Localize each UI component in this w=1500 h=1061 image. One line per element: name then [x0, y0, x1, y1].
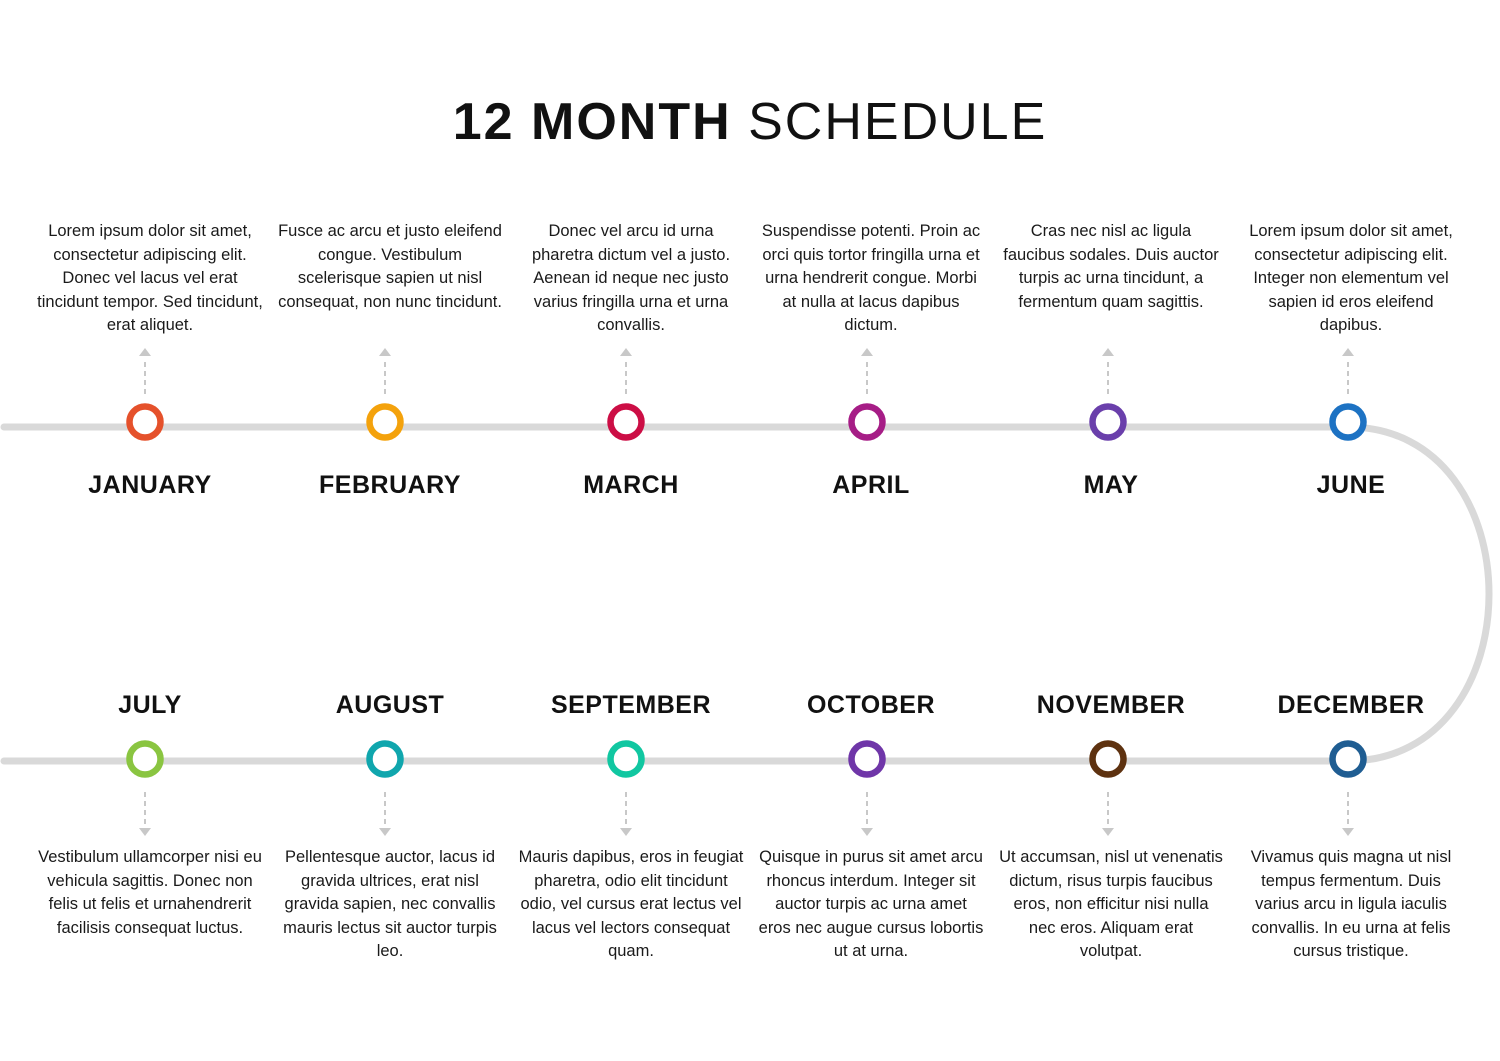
connector-july: [139, 792, 151, 836]
month-label-april: APRIL: [832, 471, 910, 499]
arrow-icon: [861, 348, 873, 356]
month-label-march: MARCH: [583, 471, 679, 499]
description-may: Cras nec nisl ac ligula faucibus sodales. Duis auctor turpis ac urna tincidunt, a fermentum quam sagittis.: [1003, 222, 1219, 311]
arrow-icon: [1342, 828, 1354, 836]
marker-september: [611, 744, 642, 775]
connector-march: [620, 348, 632, 394]
description-july: Vestibulum ullamcorper nisi eu vehicula sagittis. Donec non felis ut felis et urnahendrerit facilisis consequat luctus.: [38, 848, 262, 937]
month-label-january: JANUARY: [88, 471, 212, 499]
connector-september: [620, 792, 632, 836]
month-label-february: FEBRUARY: [319, 471, 461, 499]
arrow-icon: [1102, 348, 1114, 356]
month-label-june: JUNE: [1316, 471, 1386, 499]
connector-february: [379, 348, 391, 394]
description-december: Vivamus quis magna ut nisl tempus fermentum. Duis varius arcu in ligula iaculis convallis. In eu urna at felis cursus tristique.: [1250, 848, 1452, 961]
month-label-may: MAY: [1083, 471, 1139, 499]
page-title: [0, 92, 1500, 152]
arrow-icon: [1102, 828, 1114, 836]
month-label-october: OCTOBER: [806, 691, 936, 719]
description-june: Lorem ipsum dolor sit amet, consectetur adipiscing elit. Integer non elementum vel sapien id eros eleifend dapibus.: [1249, 222, 1453, 335]
description-november: Ut accumsan, nisl ut venenatis dictum, risus turpis faucibus eros, non efficitur nisi nulla nec eros. Aliquam erat volutpat.: [999, 848, 1223, 961]
marker-march: [611, 407, 642, 438]
connector-april: [861, 348, 873, 394]
arrow-icon: [620, 828, 632, 836]
connector-november: [1102, 792, 1114, 836]
arrow-icon: [1342, 348, 1354, 356]
month-label-august: AUGUST: [335, 691, 445, 719]
month-label-september: SEPTEMBER: [550, 691, 712, 719]
marker-april: [852, 407, 883, 438]
marker-june: [1333, 407, 1364, 438]
connector-october: [861, 792, 873, 836]
marker-february: [370, 407, 401, 438]
arrow-icon: [139, 348, 151, 356]
marker-august: [370, 744, 401, 775]
connector-december: [1342, 792, 1354, 836]
month-label-december: DECEMBER: [1277, 691, 1425, 719]
arrow-icon: [620, 348, 632, 356]
description-august: Pellentesque auctor, lacus id gravida ultrices, erat nisl gravida sapien, nec convallis mauris lectus sit auctor turpis leo.: [283, 848, 497, 961]
marker-december: [1333, 744, 1364, 775]
connector-june: [1342, 348, 1354, 394]
arrow-icon: [861, 828, 873, 836]
marker-july: [130, 744, 161, 775]
marker-may: [1093, 407, 1124, 438]
marker-january: [130, 407, 161, 438]
marker-october: [852, 744, 883, 775]
arrow-icon: [379, 828, 391, 836]
description-april: Suspendisse potenti. Proin ac orci quis tortor fringilla urna et urna hendrerit congue. Morbi at nulla at lacus dapibus dictum.: [761, 222, 981, 335]
marker-november: [1093, 744, 1124, 775]
connector-august: [379, 792, 391, 836]
month-label-july: JULY: [118, 691, 182, 719]
title-bold: 12 MONTH: [452, 93, 732, 151]
connector-may: [1102, 348, 1114, 394]
description-january: Lorem ipsum dolor sit amet, consectetur adipiscing elit. Donec vel lacus vel erat tincidunt tempor. Sed tincidunt, erat aliquet.: [37, 222, 263, 335]
arrow-icon: [379, 348, 391, 356]
description-october: Quisque in purus sit amet arcu rhoncus interdum. Integer sit auctor turpis ac urna amet eros nec augue cursus lobortis ut at urna.: [758, 848, 984, 961]
description-september: Mauris dapibus, eros in feugiat pharetra, odio elit tincidunt odio, vel cursus erat lectus vel lacus vel lectors consequat quam.: [518, 848, 744, 961]
title-light: SCHEDULE: [748, 93, 1048, 151]
month-label-november: NOVEMBER: [1036, 691, 1186, 719]
connector-january: [139, 348, 151, 394]
description-february: Fusce ac arcu et justo eleifend congue. Vestibulum scelerisque sapien ut nisl consequat, non nunc tincidunt.: [278, 222, 502, 311]
arrow-icon: [139, 828, 151, 836]
description-march: Donec vel arcu id urna pharetra dictum vel a justo. Aenean id neque nec justo varius fringilla urna et urna convallis.: [531, 222, 731, 335]
